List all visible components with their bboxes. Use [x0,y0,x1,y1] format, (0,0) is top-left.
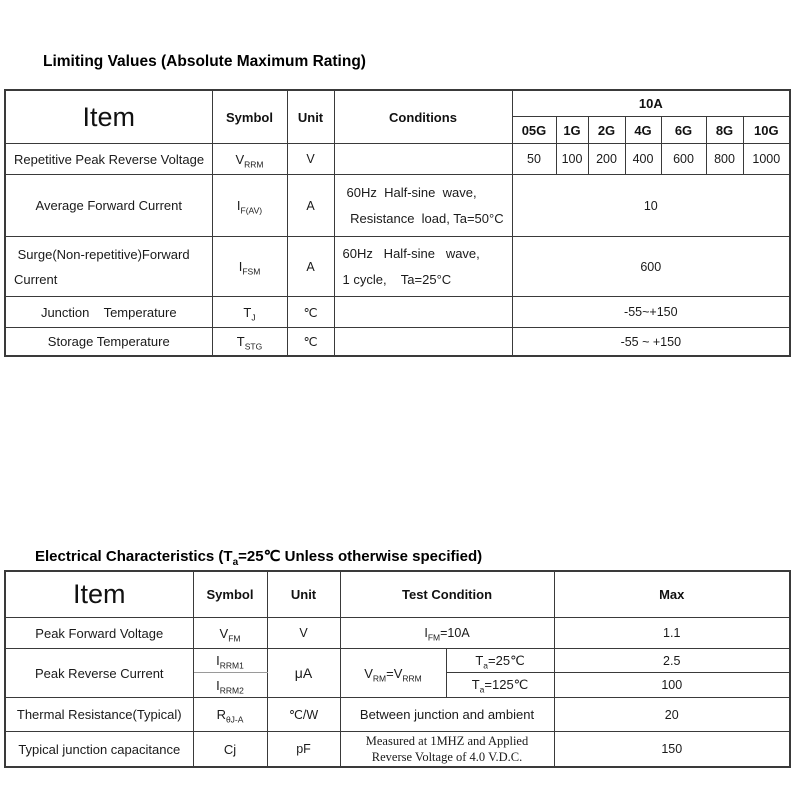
symbol-cell [212,237,287,297]
unit-cell: pF [267,732,340,768]
table-row-tstg [5,328,790,357]
symbol-base: I [216,677,220,693]
symbol-cell [212,297,287,328]
item-header-cell: Item [5,571,193,618]
item-line: Surge(Non-repetitive)Forward [14,246,190,262]
unit-cell: ℃ [287,297,334,328]
symbol-cell [212,328,287,357]
condition-line: Reverse Voltage of 4.0 V.D.C. [371,750,523,764]
value-cell: -55~+150 [512,297,790,328]
symbol-base: V [235,151,245,167]
symbol-base: I [238,259,243,274]
electrical-characteristics-table [4,570,791,768]
condition-rest: =125℃ [484,677,529,692]
value-cell: 10 [512,175,790,237]
condition-sub: RM [372,673,387,684]
item-cell: Storage Temperature [5,328,212,357]
value-cell: 100 [556,144,588,175]
table-row-vrrm [5,144,790,175]
symbol-sub: RRM1 [219,660,244,671]
unit-cell: ℃/W [267,698,340,732]
unit-cell: μA [267,649,340,698]
item-line: Current [14,271,58,287]
condition-rest: =10A [440,626,470,640]
condition-base: =V [386,665,403,681]
symbol-cell [212,175,287,237]
conditions-cell [334,328,512,357]
variant-4g-cell: 4G [625,117,661,144]
value-cell: 400 [625,144,661,175]
ta-condition-cell [446,673,554,698]
electrical-characteristics-title [35,547,483,568]
test-condition-cell: Between junction and ambient [340,698,554,732]
condition-base: I [424,626,428,640]
item-header-cell: Item [5,90,212,144]
symbol-base: I [236,198,241,213]
unit-cell: A [287,175,334,237]
symbol-base: T [236,334,245,349]
item-cell: Peak Reverse Current [5,649,193,698]
item-cell: Peak Forward Voltage [5,618,193,649]
symbol-sub: FM [228,633,241,644]
symbol-sub: RRM [244,159,264,170]
variant-2g-cell: 2G [588,117,625,144]
symbol-sub: STG [244,341,263,352]
condition-line: 1 cycle, Ta=25°C [342,271,452,287]
symbol-cell [193,673,267,698]
table-row-rth [5,698,790,732]
symbol-cell [193,698,267,732]
table-row-ifsm [5,237,790,297]
symbol-base: I [216,653,220,668]
condition-line: Resistance load, Ta=50°C [346,210,504,226]
test-condition-header-cell: Test Condition [340,571,554,618]
max-cell: 100 [554,673,790,698]
symbol-header-cell: Symbol [193,571,267,618]
unit-cell: V [267,618,340,649]
variant-8g-cell: 8G [706,117,743,144]
symbol-cell [193,649,267,673]
group-10a-cell: 10A [512,90,790,117]
max-cell: 20 [554,698,790,732]
value-cell: 600 [661,144,706,175]
item-cell: Junction Temperature [5,297,212,328]
symbol-base: V [219,625,229,641]
value-cell: 800 [706,144,743,175]
unit-cell: ℃ [287,328,334,357]
conditions-cell [334,297,512,328]
item-cell: Typical junction capacitance [5,732,193,768]
value-cell: -55 ~ +150 [512,328,790,357]
condition-rest: =25℃ [488,652,525,668]
condition-line: 60Hz Half-sine wave, [346,184,477,200]
unit-header-cell: Unit [287,90,334,144]
variant-6g-cell: 6G [661,117,706,144]
condition-sub: FM [427,632,441,643]
title-text: =25℃ Unless otherwise specified) [238,548,483,565]
table-row-cj [5,732,790,768]
test-condition-cell [340,618,554,649]
unit-cell: V [287,144,334,175]
symbol-sub: FSM [242,266,261,277]
symbol-header-cell: Symbol [212,90,287,144]
table-row-irrm1 [5,649,790,673]
item-cell: Repetitive Peak Reverse Voltage [5,144,212,175]
value-cell: 200 [588,144,625,175]
condition-sub: RRM [402,673,422,684]
symbol-base: T [243,304,252,320]
condition-base: T [471,677,480,692]
symbol-sub: F(AV) [240,205,263,216]
variant-05g-cell: 05G [512,117,556,144]
item-cell: Average Forward Current [5,175,212,237]
symbol-sub: RRM2 [219,685,244,696]
test-condition-cell [340,649,446,698]
symbol-base: R [216,707,226,722]
value-cell: 1000 [743,144,790,175]
limiting-values-table [4,89,791,357]
condition-base: T [475,652,484,668]
limiting-values-title: Limiting Values (Absolute Maximum Rating) [43,53,366,70]
condition-sub: a [479,684,485,695]
unit-cell: A [287,237,334,297]
condition-sub: a [483,660,489,671]
conditions-cell [334,144,512,175]
table-row-vfm [5,618,790,649]
variant-10g-cell: 10G [743,117,790,144]
symbol-cell: Cj [193,732,267,768]
conditions-cell [334,175,512,237]
max-cell: 2.5 [554,649,790,673]
max-cell: 1.1 [554,618,790,649]
symbol-cell [212,144,287,175]
item-cell: Thermal Resistance(Typical) [5,698,193,732]
test-condition-cell [340,732,554,768]
table-header-row [5,90,790,117]
value-cell: 600 [512,237,790,297]
unit-header-cell: Unit [267,571,340,618]
symbol-cell [193,618,267,649]
variant-1g-cell: 1G [556,117,588,144]
symbol-sub: J [251,312,256,323]
condition-base: V [364,665,373,681]
ta-condition-cell [446,649,554,673]
table-row-ifav [5,175,790,237]
table-header-row [5,571,790,618]
conditions-cell [334,237,512,297]
table-row-tj [5,297,790,328]
condition-line: Measured at 1MHZ and Applied [365,734,529,748]
max-cell: 150 [554,732,790,768]
conditions-header-cell: Conditions [334,90,512,144]
title-subscript: a [232,557,239,568]
max-header-cell: Max [554,571,790,618]
condition-line: 60Hz Half-sine wave, [342,245,480,261]
value-cell: 50 [512,144,556,175]
item-cell [5,237,212,297]
title-text: Electrical Characteristics (T [35,548,233,565]
symbol-sub: θJ-A [225,714,244,725]
